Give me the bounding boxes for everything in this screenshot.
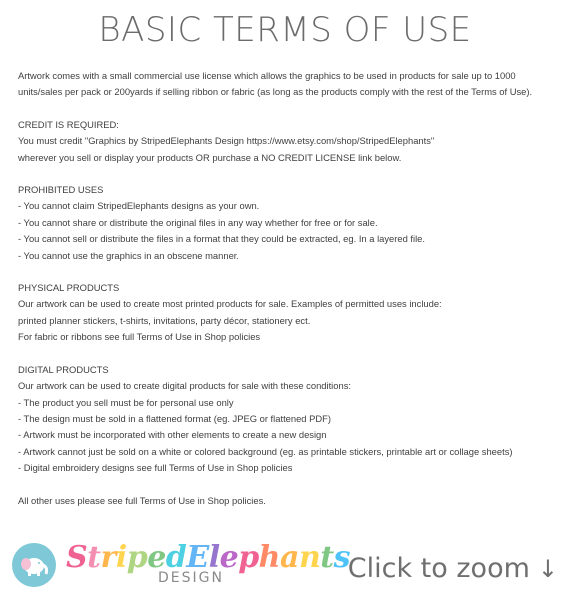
elephant-logo-icon [12,543,56,587]
digital-heading: DIGITAL PRODUCTS [18,363,109,375]
logo-letter: d [165,540,187,575]
logo-letter: i [115,540,127,575]
logo-letter: E [186,540,209,575]
digital-line: - Artwork must be incorporated with other elements to create a new design [18,429,327,441]
physical-line: printed planner stickers, t-shirts, invitations, party décor, stationery ect. [18,314,311,326]
digital-line: - Digital embroidery designs see full Terms of Use in Shop policies [18,462,293,474]
logo-letter: s [333,540,350,575]
logo-letter: S [66,540,88,575]
logo-letter: t [87,540,101,575]
logo-letter: p [238,540,259,575]
digital-line: Our artwork can be used to create digital products for sale with these conditions: [18,380,351,392]
prohibited-line: - You cannot share or distribute the original files in any way whether for free or for sale. [18,216,378,228]
footer-note: All other uses please see full Terms of Use in Shop policies. [18,494,266,506]
logo-letter: e [219,540,239,575]
logo-letter: t [320,540,334,575]
zoom-label: Click to zoom [347,553,530,584]
logo-letter: l [208,540,220,575]
logo-letter: a [279,540,299,575]
credit-line: You must credit "Graphics by StripedElephants Design https://www.etsy.com/shop/StripedElephants" [18,135,435,147]
physical-heading: PHYSICAL PRODUCTS [18,282,120,294]
click-to-zoom[interactable] [348,553,558,584]
logo-letter: r [100,540,116,575]
credit-line: wherever you sell or display your products OR purchase a NO CREDIT LICENSE link below. [18,151,402,163]
physical-line: For fabric or ribbons see full Terms of Use in Shop policies [18,331,261,343]
prohibited-heading: PROHIBITED USES [18,184,104,196]
brand-logo-sub: DESIGN [158,570,224,586]
intro-paragraph: Artwork comes with a small commercial use license which allows the graphics to be used in products for sale up to 1000 units/sales per pack or 200yards if selling ribbon or fabric (as long as the products comply with the rest of the Terms of Use). [18,70,533,98]
logo-letter: p [126,540,148,575]
terms-body [18,68,558,509]
digital-line: - Artwork cannot just be sold on a white or colored background (eg. as printable stickers, printable art or collage sheets) [18,445,513,457]
arrow-down-icon: ↓ [537,554,558,583]
logo-letter: e [147,540,166,575]
logo-letter: n [298,540,321,575]
digital-line: - The design must be sold in a flattened format (eg. JPEG or flattened PDF) [18,412,332,424]
page-title: BASIC TERMS OF USE [98,10,472,50]
credit-heading: CREDIT IS REQUIRED: [18,118,119,130]
logo-letter: h [258,540,280,575]
physical-line: Our artwork can be used to create most printed products for sale. Examples of permitted uses include: [18,298,442,310]
prohibited-line: - You cannot use the graphics in an obscene manner. [18,249,239,261]
digital-line: - The product you sell must be for personal use only [18,396,234,408]
prohibited-line: - You cannot claim StripedElephants designs as your own. [18,200,260,212]
prohibited-line: - You cannot sell or distribute the files in a format that they could be extracted, eg. In a layered file. [18,233,426,245]
